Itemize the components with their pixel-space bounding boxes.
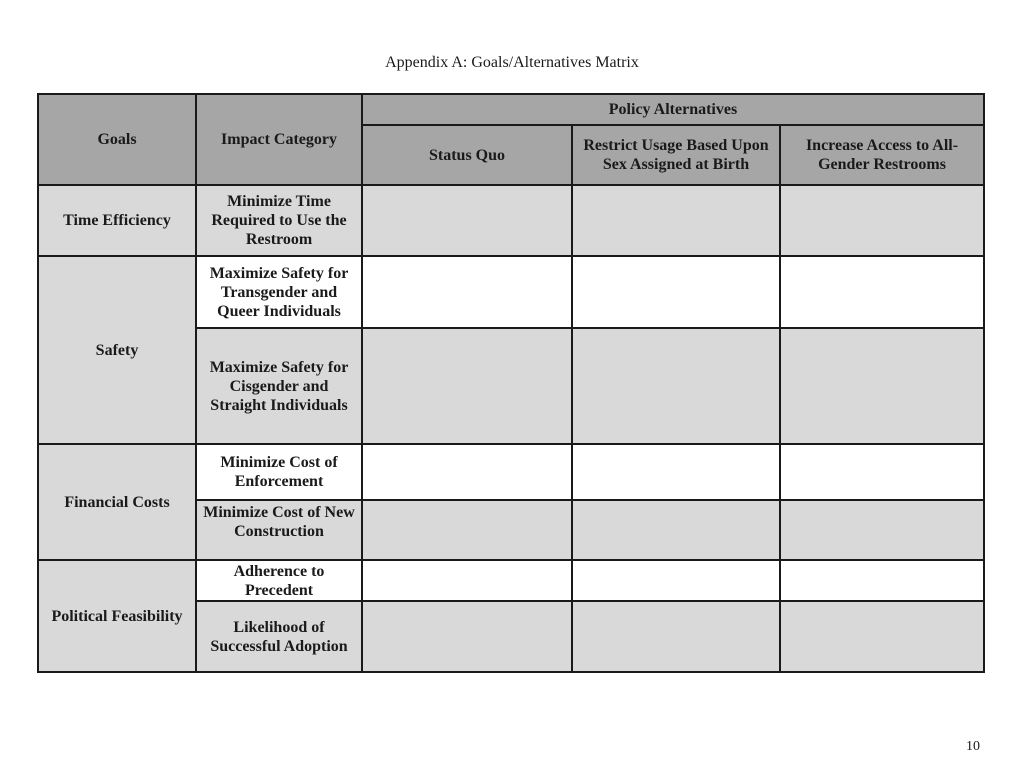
empty-cell <box>362 500 572 560</box>
empty-cell <box>362 560 572 601</box>
impact-cell: Minimize Cost of New Construction <box>196 500 362 560</box>
empty-cell <box>780 444 984 500</box>
impact-cell: Minimize Time Required to Use the Restroom <box>196 185 362 256</box>
empty-cell <box>572 185 780 256</box>
empty-cell <box>780 500 984 560</box>
goals-alternatives-matrix <box>37 93 985 673</box>
table-row <box>38 444 984 500</box>
empty-cell <box>572 560 780 601</box>
empty-cell <box>362 601 572 672</box>
header-alternative-status-quo: Status Quo <box>362 125 572 185</box>
empty-cell <box>572 601 780 672</box>
goal-cell: Political Feasibility <box>38 560 196 672</box>
header-impact-category: Impact Category <box>196 94 362 185</box>
empty-cell <box>362 444 572 500</box>
page-title: Appendix A: Goals/Alternatives Matrix <box>385 54 639 71</box>
empty-cell <box>780 560 984 601</box>
header-alternative-restrict-usage: Restrict Usage Based Upon Sex Assigned at Birth <box>572 125 780 185</box>
header-policy-alternatives: Policy Alternatives <box>362 94 984 125</box>
header-goals: Goals <box>38 94 196 185</box>
table-row <box>38 256 984 328</box>
table-row <box>38 185 984 256</box>
impact-cell: Maximize Safety for Cisgender and Straight Individuals <box>196 328 362 444</box>
empty-cell <box>362 256 572 328</box>
goal-cell: Safety <box>38 256 196 444</box>
empty-cell <box>572 444 780 500</box>
goal-cell: Financial Costs <box>38 444 196 560</box>
empty-cell <box>572 256 780 328</box>
impact-cell: Adherence to Precedent <box>196 560 362 601</box>
impact-cell: Likelihood of Successful Adoption <box>196 601 362 672</box>
empty-cell <box>362 328 572 444</box>
page-number: 10 <box>966 739 980 754</box>
goal-cell: Time Efficiency <box>38 185 196 256</box>
empty-cell <box>780 185 984 256</box>
empty-cell <box>780 601 984 672</box>
empty-cell <box>780 256 984 328</box>
empty-cell <box>780 328 984 444</box>
impact-cell: Minimize Cost of Enforcement <box>196 444 362 500</box>
impact-cell: Maximize Safety for Transgender and Queer Individuals <box>196 256 362 328</box>
empty-cell <box>362 185 572 256</box>
table-row <box>38 560 984 601</box>
header-alternative-increase-access: Increase Access to All-Gender Restrooms <box>780 125 984 185</box>
empty-cell <box>572 328 780 444</box>
empty-cell <box>572 500 780 560</box>
